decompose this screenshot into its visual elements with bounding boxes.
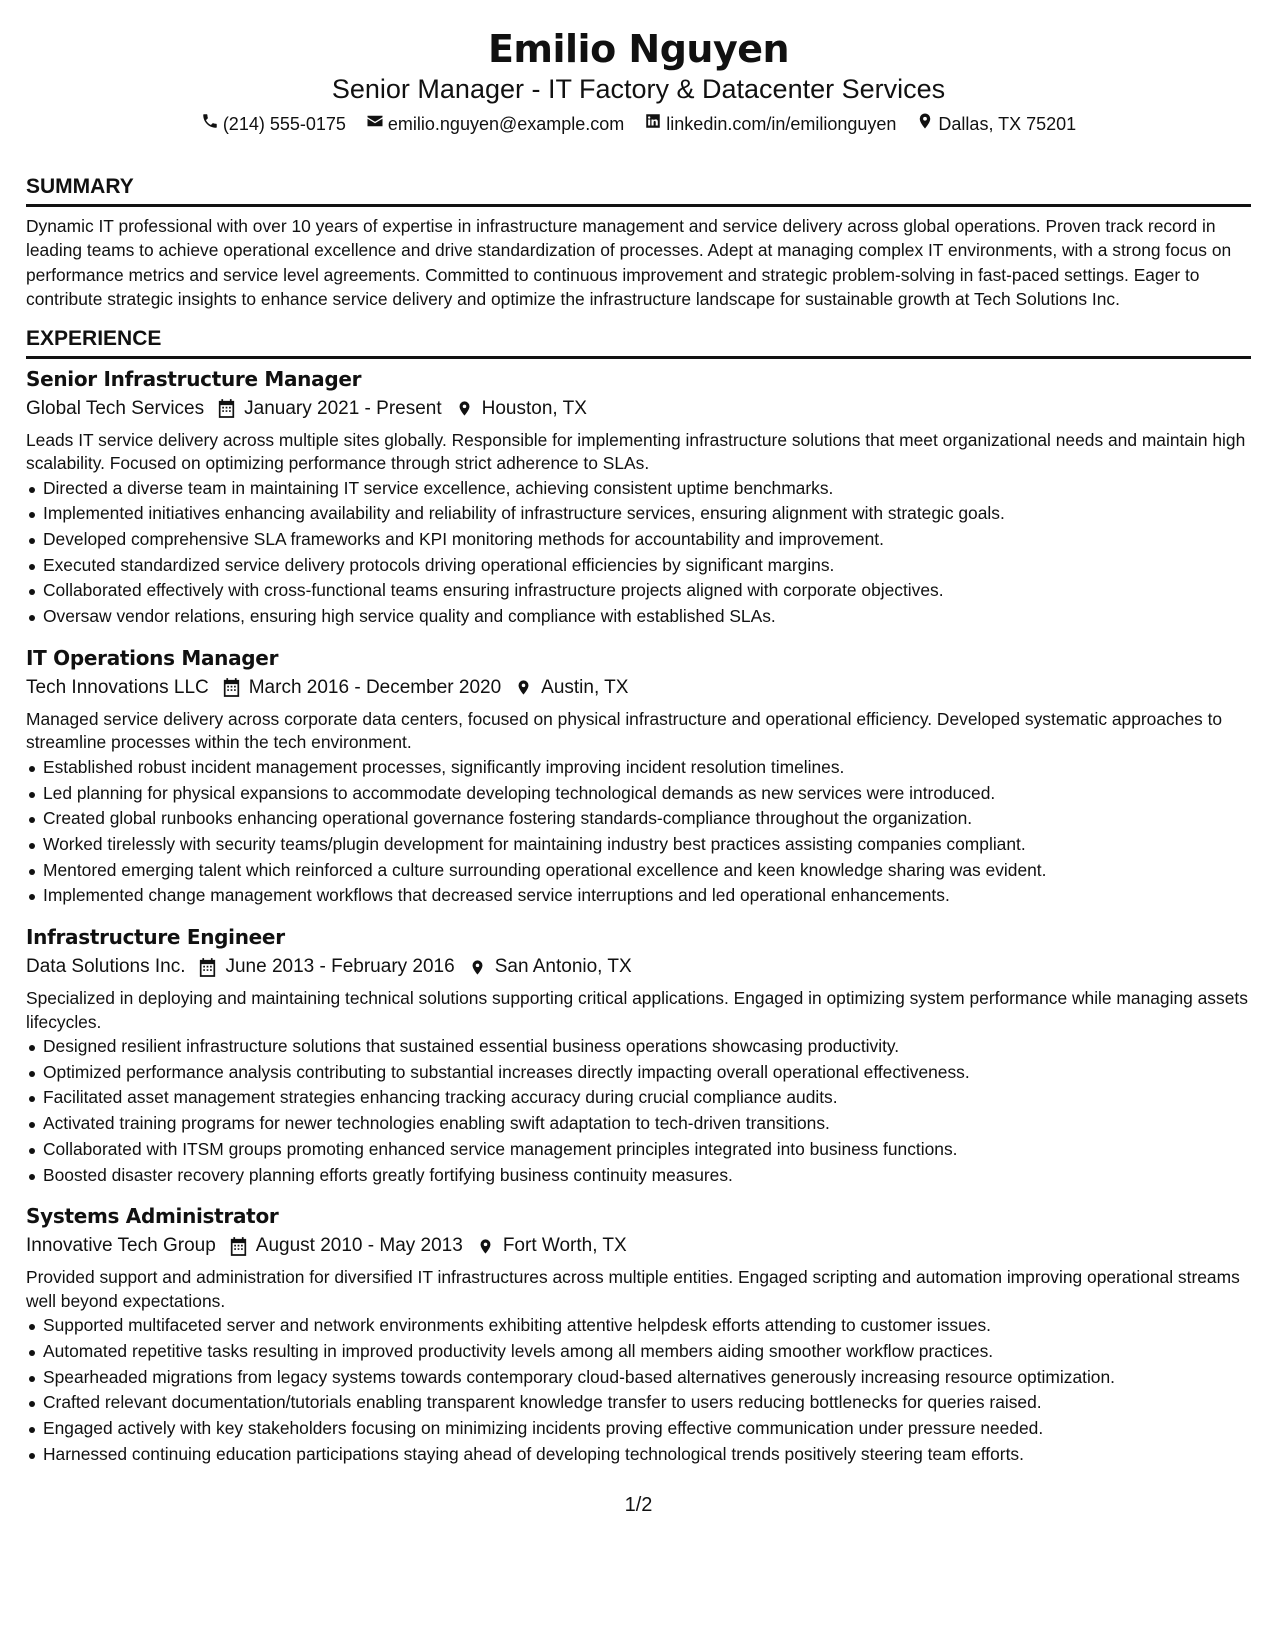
job-bullets: [26, 1034, 1251, 1188]
calendar-icon: [223, 678, 240, 697]
job-dates: June 2013 - February 2016: [225, 956, 455, 978]
list-item: Automated repetitive tasks resulting in improved productivity levels among all members aiding smoother workflow practices.: [26, 1339, 1251, 1365]
list-item: Mentored emerging talent which reinforced a culture surrounding operational excellence and keen knowledge sharing was evident.: [26, 858, 1251, 884]
map-pin-icon: [477, 1237, 494, 1256]
contact-email[interactable]: [366, 112, 624, 136]
resume-page: [26, 0, 1251, 1650]
job-description: Leads IT service delivery across multiple sites globally. Responsible for implementing infrastructure solutions that meet organizational needs and maintain high scalability. Focused on optimizing performance through strict adherence to SLAs.: [26, 429, 1246, 474]
job-entry: [26, 365, 1251, 630]
job-meta: [26, 952, 1251, 982]
candidate-title: Senior Manager - IT Factory & Datacenter Services: [331, 74, 946, 104]
contact-linkedin[interactable]: [644, 112, 896, 136]
contact-info: [26, 112, 1251, 136]
candidate-name: Emilio Nguyen: [487, 27, 790, 71]
job-title: IT Operations Manager: [26, 645, 279, 670]
map-pin-icon: [469, 958, 486, 977]
list-item: Directed a diverse team in maintaining IT service excellence, achieving consistent uptime benchmarks.: [26, 476, 1251, 502]
job-title: Systems Administrator: [26, 1204, 279, 1229]
job-dates: August 2010 - May 2013: [255, 1235, 463, 1257]
job-meta: [26, 394, 1251, 424]
list-item: Engaged actively with key stakeholders focusing on minimizing incidents proving effective communication under pressure needed.: [26, 1416, 1251, 1442]
job-dates: January 2021 - Present: [244, 397, 442, 419]
list-item: Boosted disaster recovery planning efforts greatly fortifying business continuity measures.: [26, 1163, 1251, 1189]
list-item: Led planning for physical expansions to accommodate developing technological demands as new services were introduced.: [26, 781, 1251, 807]
list-item: Optimized performance analysis contributing to substantial increases directly impacting overall operational effectiveness.: [26, 1060, 1251, 1086]
list-item: Oversaw vendor relations, ensuring high service quality and compliance with established SLAs.: [26, 604, 1251, 630]
resume-header: [26, 0, 1251, 136]
list-item: Crafted relevant documentation/tutorials enabling transparent knowledge transfer to users reducing bottlenecks for queries raised.: [26, 1390, 1251, 1416]
linkedin-icon: [644, 112, 662, 136]
summary-text: Dynamic IT professional with over 10 years of expertise in infrastructure management and service delivery across global operations. Proven track record in leading teams to achieve operational excellence and drive standardization of processes. Adept at managing complex IT environments, with a strong focus on performance metrics and service level agreements. Committed to continuous improvement and strategic problem-solving in fast-paced settings. Eager to contribute strategic insights to enhance service delivery and optimize the infrastructure landscape for sustainable growth at Tech Solutions Inc.: [26, 216, 1232, 310]
list-item: Facilitated asset management strategies enhancing tracking accuracy during crucial compliance audits.: [26, 1085, 1251, 1111]
list-item: Developed comprehensive SLA frameworks and KPI monitoring methods for accountability and improvement.: [26, 527, 1251, 553]
job-bullets: [26, 476, 1251, 630]
job-location: Austin, TX: [541, 676, 629, 698]
phone-icon: [201, 112, 219, 136]
job-description: Provided support and administration for diversified IT infrastructures across multiple entities. Engaged scripting and automation improving operational streams well beyond expectations.: [26, 1267, 1240, 1311]
job-meta: [26, 1231, 1251, 1261]
list-item: Designed resilient infrastructure solutions that sustained essential business operations showcasing productivity.: [26, 1034, 1251, 1060]
list-item: Collaborated effectively with cross-functional teams ensuring infrastructure projects aligned with corporate objectives.: [26, 578, 1251, 604]
list-item: Supported multifaceted server and network environments exhibiting attentive helpdesk efforts attending to customer issues.: [26, 1313, 1251, 1339]
job-location: Fort Worth, TX: [502, 1235, 627, 1257]
contact-location: [916, 112, 1076, 136]
job-location: Houston, TX: [481, 397, 587, 419]
company-name: Data Solutions Inc.: [26, 956, 186, 978]
map-pin-icon: [456, 399, 473, 418]
job-entry: [26, 923, 1251, 1188]
summary-heading: SUMMARY: [26, 174, 1251, 207]
job-dates: March 2016 - December 2020: [248, 676, 502, 698]
company-name: Global Tech Services: [26, 397, 205, 419]
job-bullets: [26, 1313, 1251, 1467]
map-pin-icon: [916, 112, 934, 136]
list-item: Executed standardized service delivery protocols driving operational efficiencies by significant margins.: [26, 553, 1251, 579]
experience-heading: EXPERIENCE: [26, 326, 1251, 359]
list-item: Harnessed continuing education participations staying ahead of developing technological trends positively steering team efforts.: [26, 1442, 1251, 1468]
calendar-icon: [218, 399, 235, 418]
job-title: Senior Infrastructure Manager: [26, 366, 362, 391]
map-pin-icon: [515, 678, 532, 697]
job-location: San Antonio, TX: [494, 956, 632, 978]
job-entry: [26, 1202, 1251, 1467]
list-item: Activated training programs for newer technologies enabling swift adaptation to tech-driven transitions.: [26, 1111, 1251, 1137]
job-meta: [26, 673, 1251, 703]
job-title: Infrastructure Engineer: [26, 925, 285, 950]
contact-phone: [201, 112, 346, 136]
list-item: Implemented initiatives enhancing availability and reliability of infrastructure services, ensuring alignment with strategic goals.: [26, 501, 1251, 527]
calendar-icon: [199, 958, 216, 977]
list-item: Worked tirelessly with security teams/plugin development for maintaining industry best practices assisting companies compliant.: [26, 832, 1251, 858]
job-description: Specialized in deploying and maintaining technical solutions supporting critical applications. Engaged in optimizing system performance while managing assets lifecycles.: [26, 988, 1248, 1032]
phone-number: (214) 555-0175: [222, 114, 346, 134]
list-item: Implemented change management workflows that decreased service interruptions and led operational enhancements.: [26, 883, 1251, 909]
envelope-icon: [366, 112, 384, 136]
location-text: Dallas, TX 75201: [938, 114, 1077, 134]
job-bullets: [26, 755, 1251, 909]
list-item: Established robust incident management processes, significantly improving incident resolution timelines.: [26, 755, 1251, 781]
job-description: Managed service delivery across corporate data centers, focused on physical infrastructure and operational efficiency. Developed systematic approaches to streamline processes within the tech environment.: [26, 708, 1223, 753]
experience-list: [26, 365, 1251, 1468]
email-address[interactable]: emilio.nguyen@example.com: [387, 114, 625, 134]
list-item: Collaborated with ITSM groups promoting enhanced service management principles integrated into business functions.: [26, 1137, 1251, 1163]
list-item: Spearheaded migrations from legacy systems towards contemporary cloud-based alternatives generously increasing resource optimization.: [26, 1365, 1251, 1391]
calendar-icon: [230, 1237, 247, 1256]
page-number: 1/2: [624, 1494, 653, 1516]
linkedin-url[interactable]: linkedin.com/in/emilionguyen: [666, 114, 897, 134]
company-name: Innovative Tech Group: [26, 1235, 216, 1257]
company-name: Tech Innovations LLC: [26, 676, 209, 698]
list-item: Created global runbooks enhancing operational governance fostering standards-compliance throughout the organization.: [26, 806, 1251, 832]
job-entry: [26, 644, 1251, 909]
